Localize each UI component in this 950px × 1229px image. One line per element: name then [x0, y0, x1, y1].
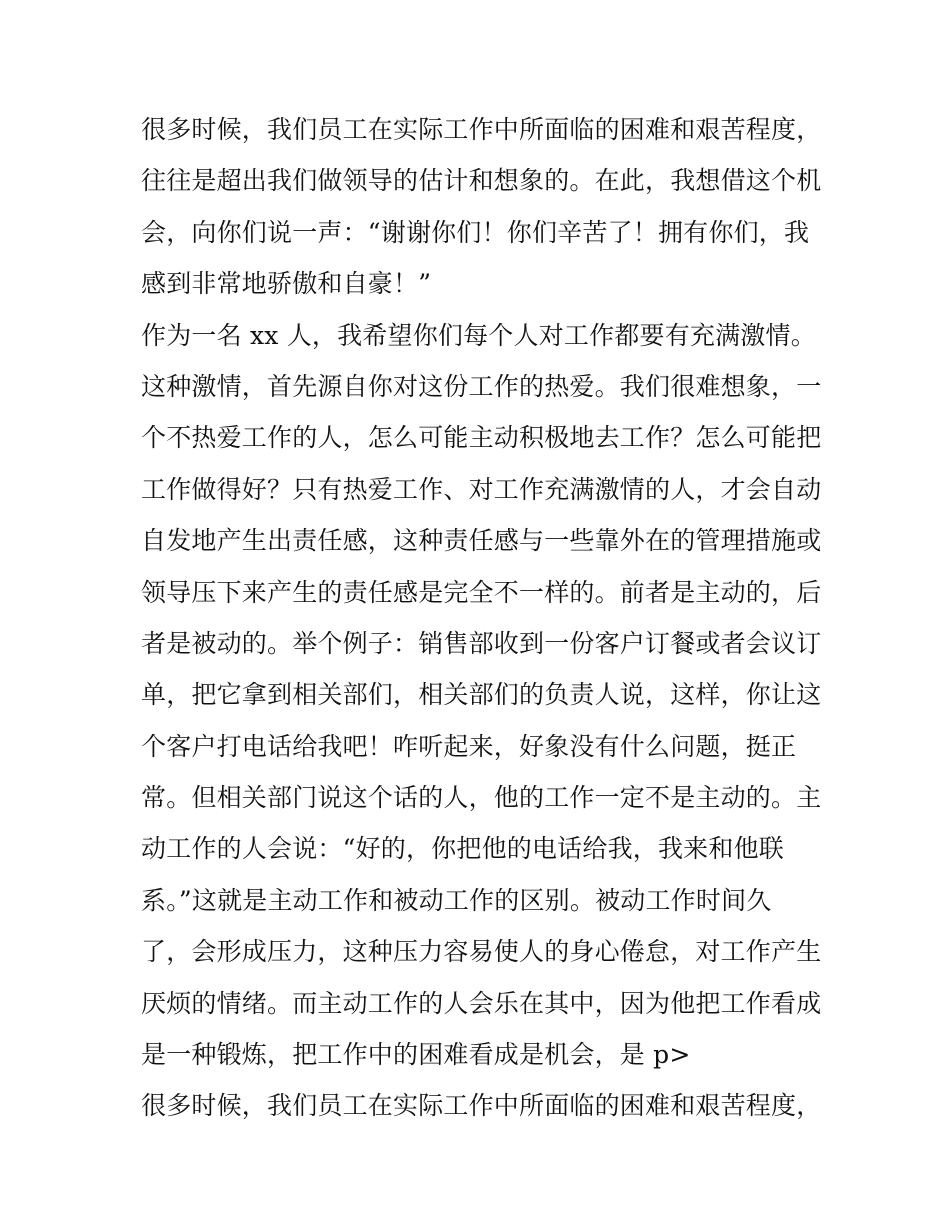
- text-line: 会，向你们说一声：“谢谢你们！你们辛苦了！拥有你们，我: [141, 217, 810, 247]
- text-line: 这种激情，首先源自你对这份工作的热爱。我们很难想象，一: [141, 371, 822, 401]
- text-line: 工作做得好？只有热爱工作、对工作充满激情的人，才会自动: [141, 474, 822, 504]
- text-line: 很多时候，我们员工在实际工作中所面临的困难和艰苦程度，: [141, 115, 822, 144]
- text-line: 感到非常地骄傲和自豪！”: [141, 269, 432, 299]
- text-line: 是一种锻炼，把工作中的困难看成是机会，是 p>: [141, 1040, 691, 1070]
- text-line: 了，会形成压力，这种压力容易使人的身心倦怠，对工作产生: [141, 937, 822, 967]
- text-line: 自发地产生出责任感，这种责任感与一些靠外在的管理措施或: [141, 526, 822, 556]
- text-line: 很多时候，我们员工在实际工作中所面临的困难和艰苦程度，: [141, 1091, 822, 1121]
- text-line: 个不热爱工作的人，怎么可能主动积极地去工作？怎么可能把: [141, 423, 822, 453]
- text-line: 领导压下来产生的责任感是完全不一样的。前者是主动的，后: [141, 577, 822, 607]
- document-body: [0, 111, 950, 1139]
- text-line: 者是被动的。举个例子：销售部收到一份客户订餐或者会议订: [141, 628, 822, 658]
- text-line: 单，把它拿到相关部们，相关部们的负责人说，这样，你让这: [141, 680, 822, 710]
- text-line: 往往是超出我们做领导的估计和想象的。在此，我想借这个机: [141, 166, 822, 196]
- text-line: 常。但相关部门说这个话的人，他的工作一定不是主动的。主: [141, 783, 822, 813]
- text-line: 动工作的人会说：“好的，你把他的电话给我，我来和他联: [141, 834, 784, 864]
- text-line: 系。”这就是主动工作和被动工作的区别。被动工作时间久: [141, 885, 772, 915]
- text-line: 个客户打电话给我吧！咋听起来，好象没有什么问题，挺正: [141, 731, 797, 761]
- text-line: 作为一名 xx 人，我希望你们每个人对工作都要有充满激情。: [141, 320, 816, 350]
- text-line: 厌烦的情绪。而主动工作的人会乐在其中，因为他把工作看成: [141, 988, 822, 1018]
